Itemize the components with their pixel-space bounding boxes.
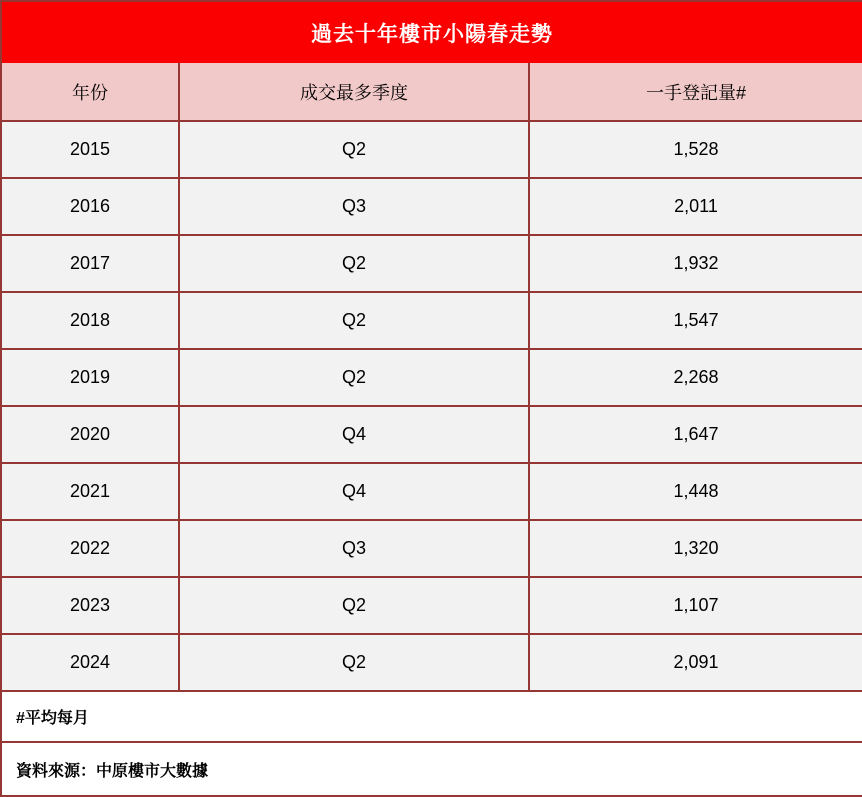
registrations-cell: 1,320 — [529, 520, 862, 577]
year-cell: 2019 — [1, 349, 179, 406]
table-row — [1, 121, 862, 178]
quarter-cell: Q2 — [179, 235, 529, 292]
column-header-row — [1, 63, 862, 121]
year-cell: 2024 — [1, 634, 179, 691]
table-title: 過去十年樓市小陽春走勢 — [1, 1, 862, 63]
quarter-cell: Q2 — [179, 121, 529, 178]
registrations-cell: 1,107 — [529, 577, 862, 634]
quarter-cell: Q2 — [179, 577, 529, 634]
table-row — [1, 520, 862, 577]
data-source-label: 資料來源：中原樓市大數據 — [1, 742, 862, 796]
column-header-registrations: 一手登記量# — [529, 63, 862, 121]
quarter-cell: Q4 — [179, 406, 529, 463]
quarter-cell: Q3 — [179, 178, 529, 235]
table-row — [1, 349, 862, 406]
table-row — [1, 406, 862, 463]
year-cell: 2018 — [1, 292, 179, 349]
registrations-cell: 1,448 — [529, 463, 862, 520]
table-row — [1, 292, 862, 349]
footnote-average-per-month: #平均每月 — [1, 691, 862, 742]
registrations-cell: 2,011 — [529, 178, 862, 235]
table-row — [1, 235, 862, 292]
quarter-cell: Q2 — [179, 292, 529, 349]
year-cell: 2020 — [1, 406, 179, 463]
title-row — [1, 1, 862, 63]
source-row — [1, 742, 862, 796]
registrations-cell: 1,528 — [529, 121, 862, 178]
year-cell: 2023 — [1, 577, 179, 634]
quarter-cell: Q4 — [179, 463, 529, 520]
quarter-cell: Q3 — [179, 520, 529, 577]
registrations-cell: 1,547 — [529, 292, 862, 349]
quarter-cell: Q2 — [179, 349, 529, 406]
year-cell: 2015 — [1, 121, 179, 178]
table-row — [1, 178, 862, 235]
year-cell: 2017 — [1, 235, 179, 292]
registrations-cell: 1,647 — [529, 406, 862, 463]
registrations-cell: 2,268 — [529, 349, 862, 406]
registrations-cell: 2,091 — [529, 634, 862, 691]
table-row — [1, 577, 862, 634]
column-header-top-quarter: 成交最多季度 — [179, 63, 529, 121]
registrations-cell: 1,932 — [529, 235, 862, 292]
year-cell: 2016 — [1, 178, 179, 235]
column-header-year: 年份 — [1, 63, 179, 121]
quarter-cell: Q2 — [179, 634, 529, 691]
table-row — [1, 463, 862, 520]
table-row — [1, 634, 862, 691]
footnote-row — [1, 691, 862, 742]
year-cell: 2022 — [1, 520, 179, 577]
year-cell: 2021 — [1, 463, 179, 520]
